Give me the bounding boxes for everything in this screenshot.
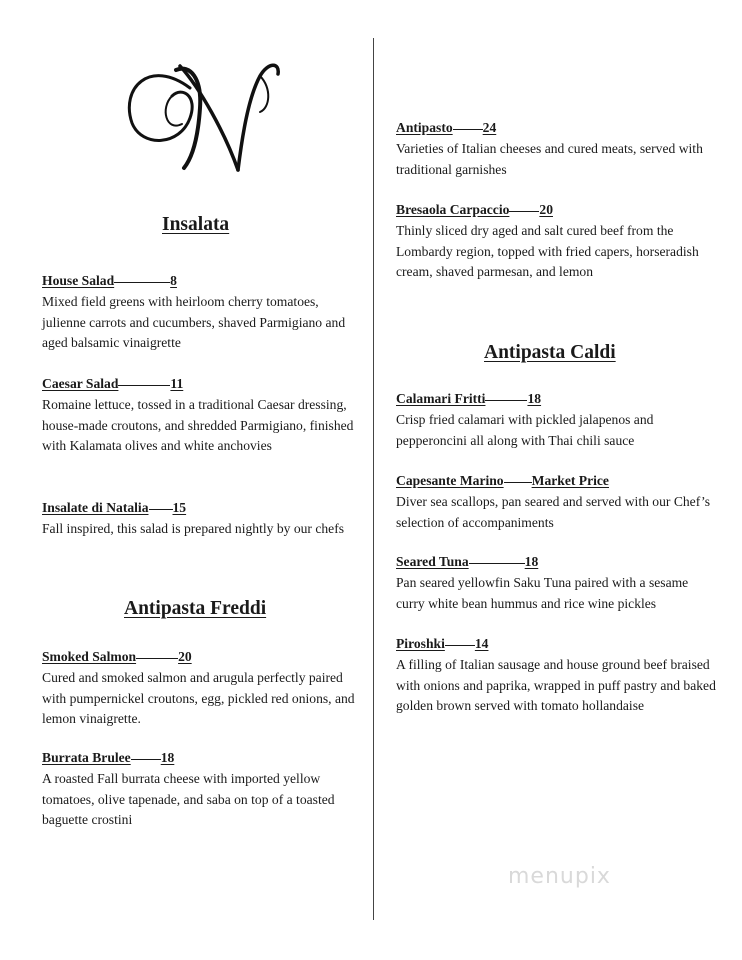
item-name: Smoked Salmon bbox=[42, 649, 137, 664]
item-description: A filling of Italian sausage and house ground beef braised with onions and paprika, wrapped in puff pastry and baked golden brown served with tomato hollandaise bbox=[396, 657, 716, 713]
item-name: Seared Tuna bbox=[396, 554, 469, 569]
menu-item-smoked-salmon bbox=[42, 648, 362, 730]
item-name: Bresaola Carpaccio bbox=[396, 202, 510, 217]
menu-item-calamari-fritti bbox=[396, 390, 716, 451]
section-title-antipasta-caldi: Antipasta Caldi bbox=[484, 342, 616, 363]
item-description: Romaine lettuce, tossed in a traditional Caesar dressing, house-made croutons, and shredded Parmigiano, finished with Kalamata olives and white anchovies bbox=[42, 397, 354, 453]
item-description: Thinly sliced dry aged and salt cured beef from the Lombardy region, topped with fried capers, horseradish cream, shaved parmesan, and lemon bbox=[396, 223, 699, 279]
menu-item-burrata-brulee bbox=[42, 749, 362, 831]
menu-item-insalate-di-natalia bbox=[42, 499, 362, 540]
section-title-antipasta-freddi: Antipasta Freddi bbox=[124, 598, 267, 619]
item-price: Market Price bbox=[531, 473, 609, 488]
item-name: Burrata Brulee bbox=[42, 750, 131, 765]
item-price: 8 bbox=[170, 273, 177, 288]
item-name: Caesar Salad bbox=[42, 376, 119, 391]
item-name: Calamari Fritti bbox=[396, 391, 486, 406]
item-name: Antipasto bbox=[396, 120, 453, 135]
item-name: House Salad bbox=[42, 273, 115, 288]
menu-item-bresaola-carpaccio bbox=[396, 201, 716, 283]
item-description: A roasted Fall burrata cheese with imported yellow tomatoes, olive tapenade, and saba on top of a toasted baguette crostini bbox=[42, 771, 335, 827]
column-divider bbox=[373, 38, 374, 920]
section-title-insalata: Insalata bbox=[162, 214, 230, 235]
item-description: Pan seared yellowfin Saku Tuna paired with a sesame curry white bean hummus and rice wine pickles bbox=[396, 575, 689, 611]
item-description: Mixed field greens with heirloom cherry tomatoes, julienne carrots and cucumbers, shaved Parmigiano and aged balsamic vinaigrette bbox=[42, 294, 346, 350]
watermark-logo: menupix bbox=[508, 864, 611, 889]
item-name: Insalate di Natalia bbox=[42, 500, 149, 515]
menu-item-piroshki bbox=[396, 635, 716, 717]
item-price: 15 bbox=[172, 500, 187, 515]
restaurant-logo bbox=[120, 48, 290, 178]
item-price: 14 bbox=[474, 636, 489, 651]
item-price: 20 bbox=[539, 202, 553, 217]
menu-item-caesar-salad bbox=[42, 375, 362, 457]
item-description: Cured and smoked salmon and arugula perfectly paired with pumpernickel croutons, egg, pickled red onions, and lemon vinaigrette. bbox=[42, 670, 355, 726]
item-price: 18 bbox=[160, 750, 175, 765]
menu-item-capesante-marino bbox=[396, 472, 716, 533]
item-price: 11 bbox=[170, 376, 184, 391]
menu-item-seared-tuna bbox=[396, 553, 716, 614]
item-name: Piroshki bbox=[396, 636, 445, 651]
item-description: Crisp fried calamari with pickled jalapenos and pepperoncini all along with Thai chili sauce bbox=[396, 412, 654, 448]
item-description: Varieties of Italian cheeses and cured meats, served with traditional garnishes bbox=[396, 141, 703, 177]
item-description: Fall inspired, this salad is prepared nightly by our chefs bbox=[42, 521, 345, 536]
menu-item-antipasto bbox=[396, 119, 716, 180]
item-description: Diver sea scallops, pan seared and served with our Chef’s selection of accompaniments bbox=[396, 494, 711, 530]
item-price: 24 bbox=[482, 120, 497, 135]
menu-item-house-salad bbox=[42, 272, 362, 354]
item-name: Capesante Marino bbox=[396, 473, 504, 488]
item-price: 18 bbox=[524, 554, 539, 569]
item-price: 18 bbox=[527, 391, 542, 406]
item-price: 20 bbox=[178, 649, 192, 664]
